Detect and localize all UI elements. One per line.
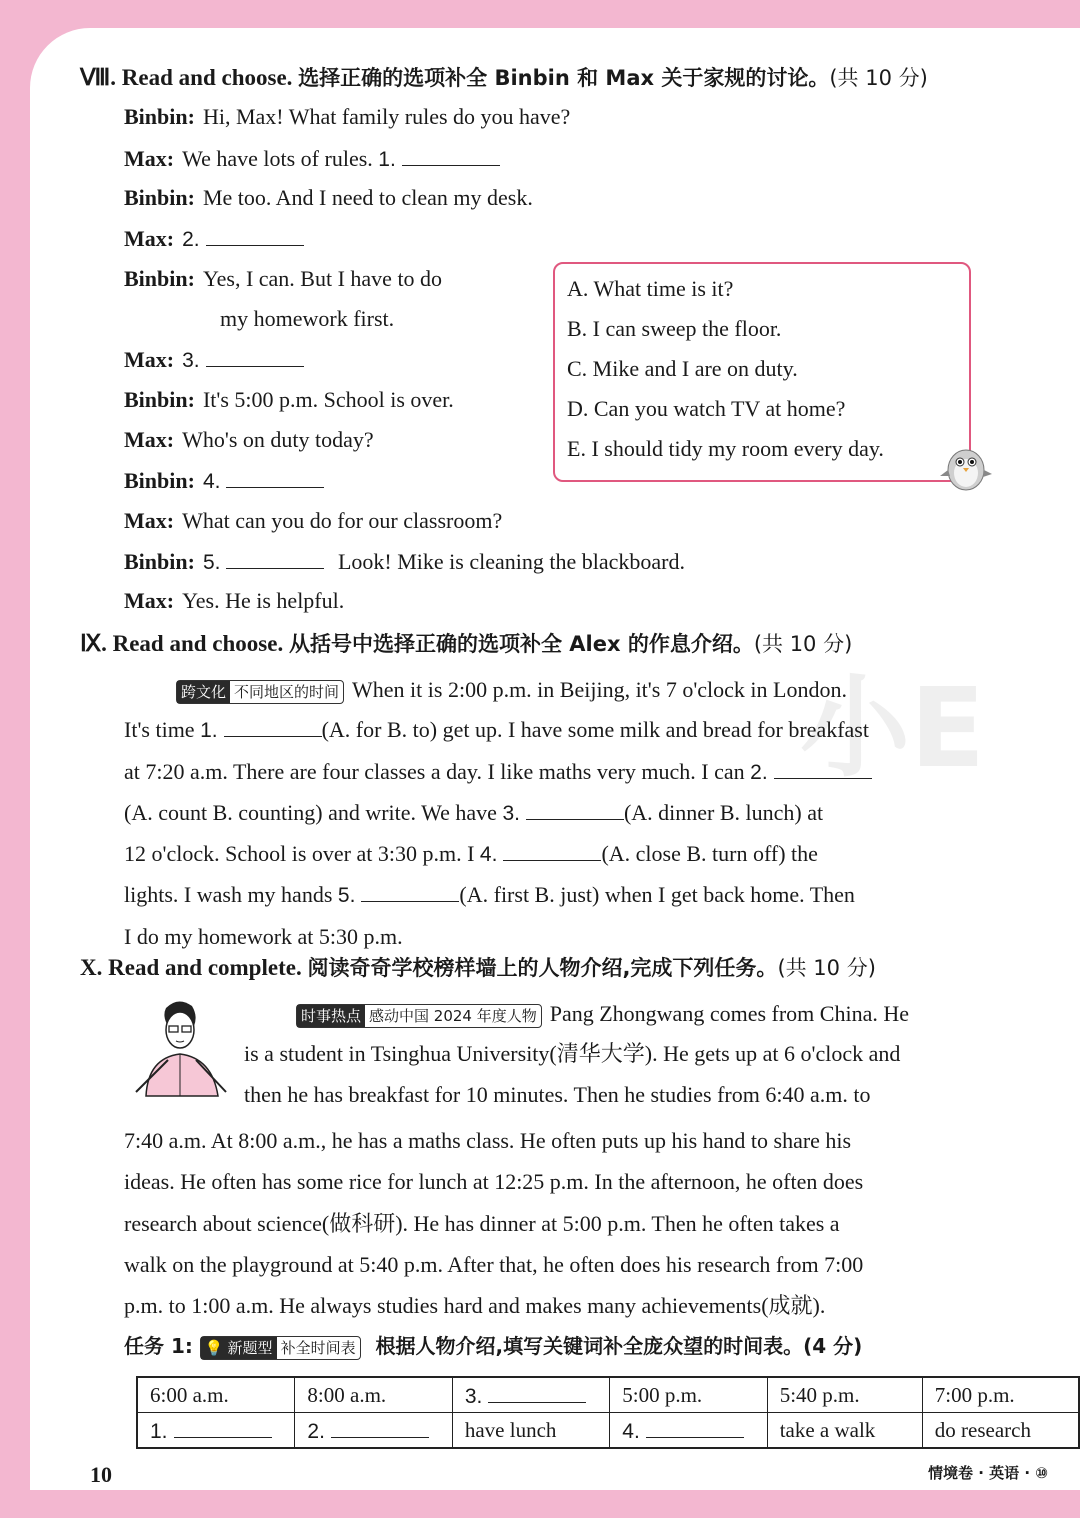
option-a: A. What time is it?	[567, 276, 734, 301]
answer-blank-4[interactable]	[226, 467, 324, 488]
passage-line: is a student in Tsinghua University(清华大学). He gets up at 6 o'clock and	[244, 1041, 901, 1067]
blank-number: 3.	[182, 349, 200, 372]
section-8-points: (共 10 分)	[829, 66, 928, 90]
answer-blank-9-2[interactable]	[774, 758, 872, 779]
passage-text: at 7:20 a.m. There are four classes a day. I like maths very much. I can	[124, 758, 745, 784]
option-c: C. Mike and I are on duty.	[567, 356, 798, 381]
activity-cell: have lunch	[452, 1413, 609, 1449]
passage-line: research about science(做科研). He has dinner at 5:00 p.m. Then he often takes a	[124, 1210, 840, 1236]
dialogue-line-1	[124, 104, 570, 130]
answer-blank-9-5[interactable]	[361, 881, 459, 902]
section-8-instruction: 选择正确的选项补全 Binbin 和 Max 关于家规的讨论。	[298, 66, 830, 90]
tag-dark-label: 跨文化	[177, 681, 230, 703]
activity-cell-blank[interactable]	[295, 1413, 452, 1449]
cross-culture-tag	[176, 680, 344, 704]
dialogue-text: It's 5:00 p.m. School is over.	[202, 387, 454, 412]
option-d: D. Can you watch TV at home?	[567, 396, 846, 421]
speaker-label: Max:	[124, 226, 175, 251]
option-e: E. I should tidy my room every day.	[567, 436, 884, 461]
passage-line	[124, 793, 1028, 834]
student-portrait-illustration	[126, 996, 236, 1100]
section-8-heading	[80, 62, 928, 92]
answer-blank-1[interactable]	[402, 145, 500, 166]
section-10-number: X.	[80, 955, 103, 980]
dialogue-line-4	[124, 225, 304, 252]
section-10-passage-bottom	[124, 1120, 1028, 1326]
answer-blank-9-4[interactable]	[503, 840, 601, 861]
time-cell: 7:00 p.m.	[922, 1377, 1079, 1413]
passage-line	[124, 710, 1028, 751]
blank-number: 4.	[622, 1419, 640, 1443]
answer-blank-t2[interactable]	[331, 1417, 429, 1438]
blank-number: 5.	[337, 884, 356, 908]
speaker-label: Binbin:	[124, 266, 195, 291]
dialogue-line-9	[124, 467, 324, 494]
section-9-number: Ⅸ.	[80, 631, 107, 656]
speaker-label: Binbin:	[124, 387, 195, 412]
section-8-number: Ⅷ.	[80, 65, 117, 90]
dialogue-text: Yes, I can. But I have to do	[202, 266, 443, 291]
passage-line	[124, 670, 1028, 710]
speaker-label: Max:	[124, 146, 175, 171]
dialogue-text: What can you do for our classroom?	[182, 508, 503, 533]
blank-number: 1.	[200, 719, 218, 743]
blank-number: 2.	[182, 228, 200, 251]
time-cell: 5:40 p.m.	[767, 1377, 922, 1413]
activity-cell: do research	[922, 1413, 1079, 1449]
answer-blank-2[interactable]	[206, 225, 304, 246]
section-9-instruction: 从括号中选择正确的选项补全 Alex 的作息介绍。	[288, 632, 754, 656]
passage-line: ideas. He often has some rice for lunch at 12:25 p.m. In the afternoon, he often does	[124, 1169, 864, 1195]
blank-number: 4.	[479, 843, 498, 867]
time-cell: 8:00 a.m.	[295, 1377, 452, 1413]
passage-text: (A. count B. counting) and write. We have	[124, 799, 497, 825]
passage-text: 12 o'clock. School is over at 3:30 p.m. I	[124, 841, 475, 867]
blank-number: 3.	[464, 1384, 483, 1408]
speaker-label: Binbin:	[124, 549, 195, 574]
section-10-title: Read and complete.	[108, 955, 302, 980]
table-row	[137, 1377, 1079, 1413]
passage-line: walk on the playground at 5:40 p.m. After that, he often does his research from 7:00	[124, 1251, 864, 1277]
footer-book-title: 情境卷 · 英语 · ⑩	[928, 1464, 1048, 1482]
penguin-mascot-icon	[938, 440, 994, 496]
speaker-label: Max:	[124, 508, 175, 533]
answer-blank-5[interactable]	[226, 548, 324, 569]
lightbulb-icon: 💡	[201, 1337, 228, 1359]
answer-blank-9-3[interactable]	[526, 799, 624, 820]
passage-text: When it is 2:00 p.m. in Beijing, it's 7 o'clock in London.	[352, 677, 847, 702]
section-10-points: (共 10 分)	[777, 956, 876, 980]
section-9-points: (共 10 分)	[753, 632, 853, 656]
tag-light-label: 不同地区的时间	[234, 682, 340, 701]
speaker-label: Max:	[124, 588, 175, 613]
passage-line	[124, 752, 1028, 793]
activity-cell-blank[interactable]	[137, 1413, 295, 1449]
passage-text: (A. close B. turn off) the	[601, 841, 818, 867]
dialogue-text: Yes. He is helpful.	[182, 588, 345, 613]
passage-line: p.m. to 1:00 a.m. He always studies hard and makes many achievements(成就).	[124, 1293, 826, 1319]
speaker-label: Max:	[124, 347, 175, 372]
tag-light-label: 感动中国 2024 年度人物	[369, 1006, 537, 1025]
option-b: B. I can sweep the floor.	[567, 316, 782, 341]
section-10-instruction: 阅读奇奇学校榜样墙上的人物介绍,完成下列任务。	[307, 956, 778, 980]
blank-number: 1.	[150, 1419, 168, 1443]
dialogue-text: We have lots of rules.	[182, 146, 373, 171]
dialogue-line-5-cont: my homework first.	[220, 306, 395, 331]
passage-text: It's time	[124, 717, 195, 743]
tag-light-label: 补全时间表	[280, 1338, 356, 1357]
watermark: 小E	[800, 664, 986, 792]
time-cell: 6:00 a.m.	[137, 1377, 295, 1413]
options-box	[553, 262, 971, 482]
passage-line	[244, 994, 1028, 1034]
task-label: 任务 1:	[124, 1334, 193, 1358]
new-question-tag	[200, 1336, 361, 1360]
dialogue-text: Me too. And I need to clean my desk.	[202, 185, 533, 210]
speaker-label: Max:	[124, 427, 175, 452]
dialogue-line-3	[124, 185, 533, 211]
activity-cell: take a walk	[767, 1413, 922, 1449]
dialogue-line-5	[124, 266, 442, 292]
page-number: 10	[90, 1462, 112, 1487]
tag-dark-label: 新题型	[228, 1337, 277, 1359]
dialogue-line-8	[124, 427, 374, 453]
section-10-heading	[80, 952, 876, 982]
section-8-title: Read and choose.	[121, 65, 293, 90]
passage-line	[124, 834, 1028, 875]
activity-cell-blank[interactable]	[610, 1413, 767, 1449]
table-row	[137, 1413, 1079, 1449]
task-1-heading	[124, 1330, 862, 1360]
blank-number: 2.	[307, 1419, 325, 1443]
blank-number: 3.	[502, 801, 520, 825]
dialogue-line-11	[124, 548, 685, 575]
passage-text: (A. first B. just) when I get back home. Then	[459, 882, 855, 908]
passage-line: I do my homework at 5:30 p.m.	[124, 923, 403, 949]
answer-blank-t1[interactable]	[174, 1417, 272, 1438]
answer-blank-t3[interactable]	[488, 1382, 586, 1403]
dialogue-text: Look! Mike is cleaning the blackboard.	[337, 549, 685, 574]
time-cell: 5:00 p.m.	[610, 1377, 767, 1413]
speaker-label: Binbin:	[124, 104, 195, 129]
task-instruction: 根据人物介绍,填写关键词补全庞众望的时间表。(4 分)	[375, 1334, 863, 1358]
passage-text: Pang Zhongwang comes from China. He	[549, 1001, 909, 1026]
dialogue-line-6	[124, 346, 304, 373]
blank-number: 5.	[202, 551, 221, 574]
answer-blank-t4[interactable]	[646, 1417, 744, 1438]
dialogue-line-10	[124, 508, 502, 534]
dialogue-line-7	[124, 387, 454, 413]
dialogue-text: Hi, Max! What family rules do you have?	[202, 104, 571, 129]
dialogue-text: Who's on duty today?	[182, 427, 374, 452]
answer-blank-3[interactable]	[206, 346, 304, 367]
tag-dark-label: 时事热点	[297, 1005, 365, 1027]
blank-number: 2.	[750, 760, 768, 784]
passage-line: then he has breakfast for 10 minutes. Then he studies from 6:40 a.m. to	[244, 1081, 871, 1107]
schedule-table	[136, 1376, 1080, 1449]
dialogue-line-12	[124, 588, 344, 614]
current-events-tag	[296, 1004, 542, 1028]
time-cell-blank[interactable]	[452, 1377, 609, 1413]
passage-text: lights. I wash my hands	[124, 882, 333, 908]
speaker-label: Binbin:	[124, 185, 195, 210]
section-9-passage	[124, 670, 1028, 957]
passage-text: (A. dinner B. lunch) at	[623, 799, 824, 825]
blank-number: 1.	[378, 148, 396, 171]
dialogue-line-2	[124, 145, 500, 172]
section-9-title: Read and choose.	[112, 631, 284, 656]
passage-line	[124, 875, 1028, 916]
speaker-label: Binbin:	[124, 468, 195, 493]
section-10-passage-top	[244, 994, 1028, 1115]
section-9-heading	[80, 628, 852, 658]
blank-number: 4.	[202, 470, 221, 493]
passage-text: (A. for B. to) get up. I have some milk and bread for breakfast	[321, 717, 869, 743]
answer-blank-9-1[interactable]	[224, 716, 322, 737]
passage-line: 7:40 a.m. At 8:00 a.m., he has a maths class. He often puts up his hand to share his	[124, 1128, 852, 1153]
